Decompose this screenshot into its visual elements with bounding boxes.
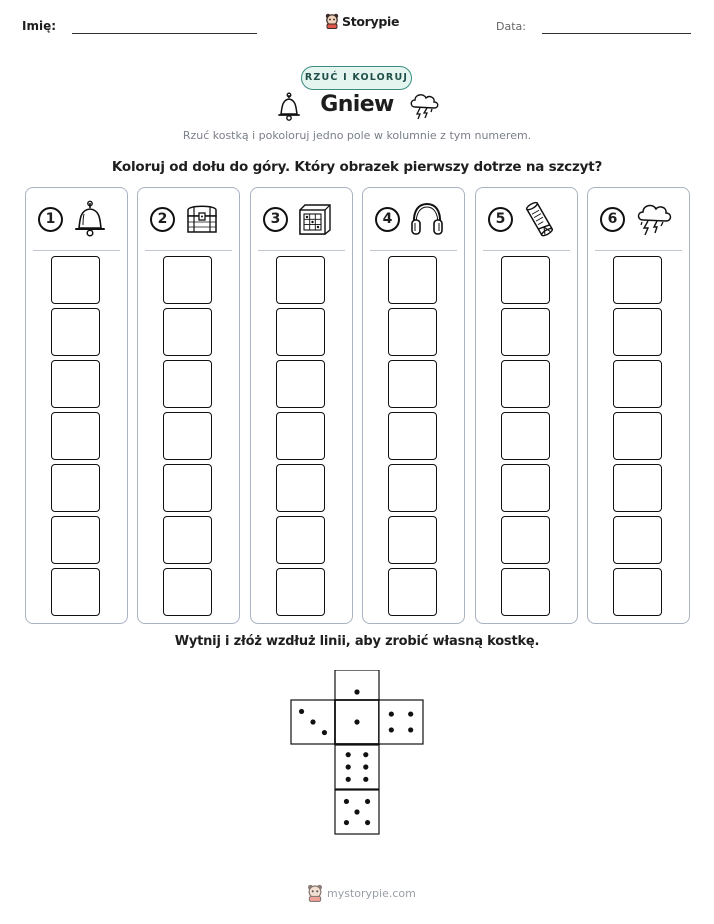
title-row bbox=[0, 90, 714, 126]
footer bbox=[307, 884, 416, 902]
activity-badge: RZUĆ I KOLORUJ bbox=[301, 66, 412, 90]
color-cell[interactable] bbox=[388, 568, 437, 616]
bell-icon bbox=[72, 200, 108, 242]
color-cell[interactable] bbox=[613, 360, 662, 408]
color-cell[interactable] bbox=[51, 412, 100, 460]
color-cell[interactable] bbox=[388, 360, 437, 408]
brand-logo bbox=[325, 13, 399, 29]
headphones-icon bbox=[409, 200, 445, 242]
column-6 bbox=[587, 187, 690, 624]
treasure-chest-icon bbox=[184, 200, 220, 242]
color-cell[interactable] bbox=[163, 360, 212, 408]
storypie-mascot-icon bbox=[325, 13, 339, 29]
color-cell[interactable] bbox=[51, 360, 100, 408]
column-header bbox=[138, 188, 239, 250]
name-label: Imię: bbox=[22, 19, 57, 33]
color-cell[interactable] bbox=[501, 516, 550, 564]
color-cell[interactable] bbox=[276, 516, 325, 564]
color-cell[interactable] bbox=[501, 360, 550, 408]
color-cell[interactable] bbox=[613, 464, 662, 512]
dice-pip bbox=[344, 799, 349, 804]
column-divider bbox=[370, 250, 457, 251]
column-5 bbox=[475, 187, 578, 624]
dice-face-4 bbox=[379, 700, 423, 744]
dice-pip bbox=[346, 752, 351, 757]
color-cell[interactable] bbox=[51, 308, 100, 356]
color-cell[interactable] bbox=[51, 256, 100, 304]
color-cell[interactable] bbox=[613, 568, 662, 616]
dice-pip bbox=[363, 764, 368, 769]
dice-net bbox=[290, 670, 426, 836]
footer-url[interactable]: mystorypie.com bbox=[327, 886, 416, 900]
column-number: 2 bbox=[150, 207, 175, 232]
column-2 bbox=[137, 187, 240, 624]
dice-pip bbox=[363, 777, 368, 782]
column-3 bbox=[250, 187, 353, 624]
color-cell[interactable] bbox=[613, 256, 662, 304]
dice-face-6 bbox=[335, 745, 379, 789]
scroll-icon bbox=[522, 200, 558, 242]
column-divider bbox=[595, 250, 682, 251]
color-cell[interactable] bbox=[276, 256, 325, 304]
column-header bbox=[476, 188, 577, 250]
color-cell[interactable] bbox=[51, 568, 100, 616]
column-header bbox=[588, 188, 689, 250]
storm-cloud-icon bbox=[408, 90, 440, 122]
color-cell[interactable] bbox=[163, 308, 212, 356]
dice-pip bbox=[408, 711, 413, 716]
column-4 bbox=[362, 187, 465, 624]
color-cell[interactable] bbox=[501, 464, 550, 512]
color-cell[interactable] bbox=[163, 516, 212, 564]
page-title: Gniew bbox=[320, 92, 394, 117]
dice-face-5 bbox=[335, 790, 379, 834]
column-number: 1 bbox=[38, 207, 63, 232]
column-number: 6 bbox=[600, 207, 625, 232]
storypie-mascot-icon bbox=[307, 884, 323, 902]
color-cell[interactable] bbox=[388, 308, 437, 356]
color-cell[interactable] bbox=[163, 256, 212, 304]
color-cell[interactable] bbox=[613, 308, 662, 356]
color-cell[interactable] bbox=[276, 464, 325, 512]
color-cell[interactable] bbox=[613, 516, 662, 564]
dice-pip bbox=[346, 764, 351, 769]
brand-name: Storypie bbox=[342, 13, 400, 29]
color-cell[interactable] bbox=[51, 516, 100, 564]
column-header bbox=[251, 188, 352, 250]
color-cell[interactable] bbox=[388, 516, 437, 564]
dice-pip bbox=[354, 689, 359, 694]
name-field-line[interactable] bbox=[72, 33, 257, 34]
dice-pip bbox=[389, 727, 394, 732]
storm-cloud-icon bbox=[634, 200, 674, 242]
dice-pip bbox=[363, 752, 368, 757]
dice-pip bbox=[365, 820, 370, 825]
dice-pip bbox=[408, 727, 413, 732]
column-1 bbox=[25, 187, 128, 624]
column-divider bbox=[33, 250, 120, 251]
puzzle-board-icon bbox=[297, 200, 333, 242]
color-cell[interactable] bbox=[163, 568, 212, 616]
dice-pip bbox=[354, 809, 359, 814]
column-divider bbox=[258, 250, 345, 251]
dice-pip bbox=[310, 719, 315, 724]
color-cell[interactable] bbox=[501, 256, 550, 304]
date-field-line[interactable] bbox=[542, 33, 691, 34]
column-number: 4 bbox=[375, 207, 400, 232]
color-cell[interactable] bbox=[276, 568, 325, 616]
column-number: 5 bbox=[488, 207, 513, 232]
color-cell[interactable] bbox=[501, 308, 550, 356]
color-cell[interactable] bbox=[501, 568, 550, 616]
dice-pip bbox=[344, 820, 349, 825]
cutout-instruction: Wytnij i złóż wzdłuż linii, aby zrobić własną kostkę. bbox=[174, 634, 540, 649]
column-divider bbox=[483, 250, 570, 251]
column-header bbox=[363, 188, 464, 250]
column-number: 3 bbox=[263, 207, 288, 232]
worksheet-header bbox=[0, 0, 714, 50]
column-divider bbox=[145, 250, 232, 251]
dice-pip bbox=[365, 799, 370, 804]
color-cell[interactable] bbox=[613, 412, 662, 460]
dice-face-1 bbox=[335, 700, 379, 744]
color-cell[interactable] bbox=[501, 412, 550, 460]
column-header bbox=[26, 188, 127, 250]
color-cell[interactable] bbox=[388, 464, 437, 512]
color-cell[interactable] bbox=[163, 464, 212, 512]
dice-pip bbox=[322, 730, 327, 735]
color-cell[interactable] bbox=[388, 256, 437, 304]
dice-face-3 bbox=[291, 700, 335, 744]
color-cell[interactable] bbox=[276, 412, 325, 460]
instruction: Koloruj od dołu do góry. Który obrazek pierwszy dotrze na szczyt? bbox=[111, 159, 603, 175]
color-cell[interactable] bbox=[276, 360, 325, 408]
subtitle: Rzuć kostką i pokoloruj jedno pole w kolumnie z tym numerem. bbox=[182, 129, 532, 142]
dice-pip bbox=[354, 719, 359, 724]
color-cell[interactable] bbox=[51, 464, 100, 512]
color-cell[interactable] bbox=[276, 308, 325, 356]
dice-pip bbox=[299, 709, 304, 714]
color-cell[interactable] bbox=[163, 412, 212, 460]
dice-pip bbox=[346, 777, 351, 782]
date-label: Data: bbox=[496, 20, 526, 33]
dice-pip bbox=[389, 711, 394, 716]
color-cell[interactable] bbox=[388, 412, 437, 460]
